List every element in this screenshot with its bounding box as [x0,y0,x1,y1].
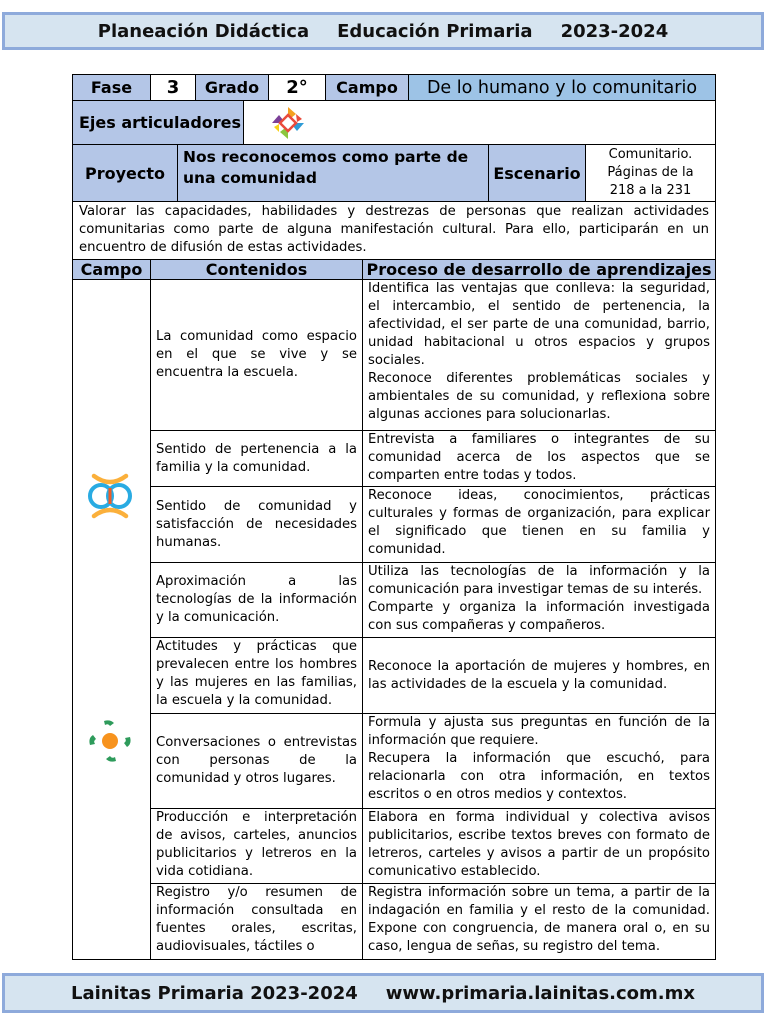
proyecto-label: Proyecto [72,144,178,202]
process-line: Identifica las ventajas que conlleva: la seguridad, el intercambio, el sentido de pertenencia, la afectividad, el ser parte de una comunidad, barrio, unidad habitacional u otros espacios y grupos sociales. [368,281,710,368]
campo-column [72,279,151,960]
footer-brand: Lainitas Primaria 2023-2024 [71,982,358,1004]
table-row-content: Sentido de pertenencia a la familia y la comunidad. [150,430,363,487]
process-line: Formula y ajusta sus preguntas en función de la información que requiere. [368,715,710,748]
top-banner [2,12,764,50]
process-line: Reconoce la aportación de mujeres y hombres, en las actividades de la escuela y la comunidad. [368,658,710,692]
ejes-label: Ejes articuladores [72,100,244,145]
table-row-content: Producción e interpretación de avisos, carteles, anuncios publicitarios y letreros en la vida cotidiana. [150,808,363,884]
table-row-process [362,279,716,431]
table-row-content: La comunidad como espacio en el que se vive y se encuentra la escuela. [150,279,363,431]
table-row-process [362,713,716,809]
process-line: Reconoce diferentes problemáticas sociales y ambientales de su comunidad, y reflexiona sobre algunas acciones para solucionarlas. [368,371,710,422]
table-row-process [362,562,716,638]
table-row-content: Sentido de comunidad y satisfacción de necesidades humanas. [150,486,363,563]
proyecto-value: Nos reconocemos como parte de una comunidad [177,144,489,202]
table-row-content: Aproximación a las tecnologías de la información y la comunicación. [150,562,363,638]
doc-year: 2023-2024 [560,20,669,42]
table-row-process [362,637,716,714]
process-line: Entrevista a familiares o integrantes de su comunidad acerca de los aspectos que se comparten entre todas y todos. [368,432,710,483]
doc-level: Educación Primaria [337,20,533,42]
escenario-value: Comunitario. Páginas de la 218 a la 231 [585,144,716,202]
process-line: Comparte y organiza la información investigada con sus compañeras y compañeros. [368,600,710,633]
footer-url[interactable]: www.primaria.lainitas.com.mx [385,982,695,1004]
table-row-process [362,430,716,487]
process-line: Reconoce ideas, conocimientos, prácticas culturales y formas de organización, para explicar el significado que tienen en su familia y comunidad. [368,488,710,557]
campo-label: Campo [325,74,409,101]
table-row-process [362,883,716,960]
process-line: Elabora en forma individual y colectiva avisos publicitarios, escribe textos breves con formato de letreros, carteles y avisos a partir de un propósito comunicativo establecido. [368,810,710,879]
table-row-process [362,486,716,563]
campo-value: De lo humano y lo comunitario [408,74,716,101]
process-line: Registra información sobre un tema, a partir de la indagación en familia y el resto de la comunidad. Expone con congruencia, de manera oral o, en su caso, lengua de señas, su registro del tema. [368,885,710,954]
escenario-label: Escenario [488,144,586,202]
project-description: Valorar las capacidades, habilidades y destrezas de personas que realizan actividades comunitarias como parte de alguna manifestación cultural. Para ello, participarán en un encuentro de difusión de estas actividades. [72,201,716,260]
table-row-content: Registro y/o resumen de información consultada en fuentes orales, escritas, audiovisuales, táctiles o [150,883,363,960]
grado-label: Grado [195,74,269,101]
process-line: Recupera la información que escuchó, para relacionarla con otra información, en textos escritos o en otros medios y contextos. [368,751,710,802]
bottom-banner [2,973,764,1013]
table-row-process [362,808,716,884]
table-row-content: Conversaciones o entrevistas con personas de la comunidad y otros lugares. [150,713,363,809]
doc-title: Planeación Didáctica [97,20,310,42]
fase-label: Fase [72,74,151,101]
process-line: Utiliza las tecnologías de la información y la comunicación para investigar temas de su interés. [368,564,710,597]
fase-value: 3 [150,74,196,101]
ejes-articuladores-logo-icon [269,104,307,142]
col-header-contenidos: Contenidos [150,259,363,280]
col-header-campo: Campo [72,259,151,280]
humano-comunitario-icon [86,470,134,522]
grado-value: 2° [268,74,326,101]
col-header-proceso: Proceso de desarrollo de aprendizajes [362,259,716,280]
lenguajes-icon [86,717,134,765]
table-row-content: Actitudes y prácticas que prevalecen entre los hombres y las mujeres en las familias, la escuela y la comunidad. [150,637,363,714]
